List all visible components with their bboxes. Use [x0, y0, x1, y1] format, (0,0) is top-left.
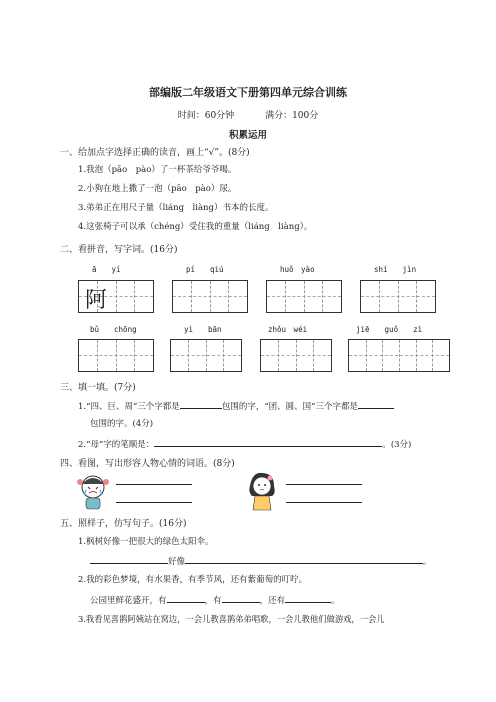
- q5-item-2-text-a: 公园里鲜花盛开，有: [90, 596, 167, 606]
- q1-item-3: 3.弟弟正在用尺子量（liáng liàng）书本的长度。: [78, 203, 274, 213]
- q3-blank-1[interactable]: [180, 399, 222, 409]
- exam-score: 满分：100分: [265, 111, 319, 121]
- q4-heading: 四、看图，写出形容人物心情的词语。(8分): [60, 459, 235, 469]
- q5-blank-3[interactable]: [167, 593, 205, 603]
- q5-item-2-text-b: ，有: [204, 596, 222, 606]
- q1-heading: 一、给加点字选择正确的读音，画上“√”。(8分): [60, 148, 250, 158]
- q2-pinyin-6: yì bān: [184, 325, 222, 334]
- q5-blank-5[interactable]: [285, 593, 331, 603]
- q3-item-2-text-a: 2.“母”字的笔顺是：: [78, 440, 155, 450]
- q5-item-1-end: 。: [423, 557, 432, 567]
- q2-grid-5[interactable]: [78, 339, 154, 372]
- crying-child-image: [74, 472, 112, 512]
- q3-blank-3[interactable]: [154, 437, 382, 447]
- q2-grid-3[interactable]: [266, 280, 342, 313]
- q2-grid-6[interactable]: [170, 339, 242, 372]
- q4-answer-line-3[interactable]: [286, 484, 362, 485]
- q2-grid-4[interactable]: [360, 280, 436, 313]
- q3-item-1-text-b: 包围的字，“团、圆、国”三个字都是: [221, 402, 359, 412]
- q1-item-1: 1.我泡（pāo pào）了一杯茶给爷爷喝。: [78, 165, 237, 175]
- q5-heading: 五、照样子，仿写句子。(16分): [60, 519, 187, 529]
- sample-character: 阿: [85, 288, 108, 313]
- q2-pinyin-1: ā yí: [92, 265, 121, 274]
- q2-grid-8[interactable]: [348, 339, 450, 372]
- q3-item-2-text-b: 。(3分): [382, 440, 412, 450]
- q3-item-1-cont: 包围的字。(4分): [90, 419, 154, 429]
- q4-answer-line-4[interactable]: [286, 502, 362, 503]
- q1-item-4: 4.这张椅子可以承（chéng）受住我的重量（liáng liàng）。: [78, 222, 313, 232]
- exam-meta: [0, 108, 496, 121]
- q4-answer-line-1[interactable]: [116, 484, 192, 485]
- q2-grid-1[interactable]: [78, 280, 154, 313]
- thinking-girl-image: [244, 470, 280, 514]
- q2-heading: 二、看拼音，写字词。(16分): [60, 245, 178, 255]
- q3-item-2: [78, 437, 411, 450]
- q3-item-1-text-a: 1.“四、巨、周”三个字都是: [78, 402, 180, 412]
- q3-item-1: [78, 399, 394, 412]
- q4-answer-line-2[interactable]: [116, 502, 192, 503]
- q5-blank-2[interactable]: [185, 554, 423, 564]
- q5-item-2-text-c: ，还有: [259, 596, 286, 606]
- q3-blank-2[interactable]: [358, 399, 394, 409]
- q5-blank-1[interactable]: [90, 554, 168, 564]
- q2-pinyin-2: pí qiú: [186, 265, 224, 274]
- q2-pinyin-5: bǔ chōng: [90, 325, 137, 334]
- section-subheading: 积累运用: [228, 130, 267, 141]
- q5-item-1-answer: [90, 554, 432, 567]
- q5-item-3: 3.我看见喜鹊阿姨站在窝边，一会儿教喜鹊弟弟唱歌，一会儿教他们做游戏，一会儿: [78, 614, 385, 624]
- q5-item-2-answer: [90, 593, 340, 606]
- q5-item-2: 2.我的彩色梦境，有水果香，有季节风，还有紫葡萄的叮咛。: [78, 575, 308, 585]
- exam-time: 时间：60分钟: [177, 111, 235, 121]
- q3-heading: 三、填一填。(7分): [60, 383, 136, 393]
- q5-item-2-text-d: 。: [331, 596, 340, 606]
- page-title: 部编版二年级语文下册第四单元综合训练: [149, 86, 347, 99]
- q2-pinyin-3: huǒ yào: [280, 265, 315, 274]
- q5-blank-4[interactable]: [222, 593, 260, 603]
- q2-pinyin-4: shí jìn: [374, 265, 417, 274]
- q2-pinyin-7: zhǒu wéi: [268, 325, 308, 334]
- q5-item-1-mid: 好像: [168, 557, 186, 567]
- q1-item-2: 2.小狗在地上撒了一泡（pāo pào）尿。: [78, 184, 237, 194]
- q2-pinyin-8: jiē guǒ zì: [356, 325, 423, 334]
- q2-grid-2[interactable]: [172, 280, 248, 313]
- q5-item-1: 1.枫树好像一把很大的绿色太阳伞。: [78, 537, 214, 547]
- q2-grid-7[interactable]: [260, 339, 332, 372]
